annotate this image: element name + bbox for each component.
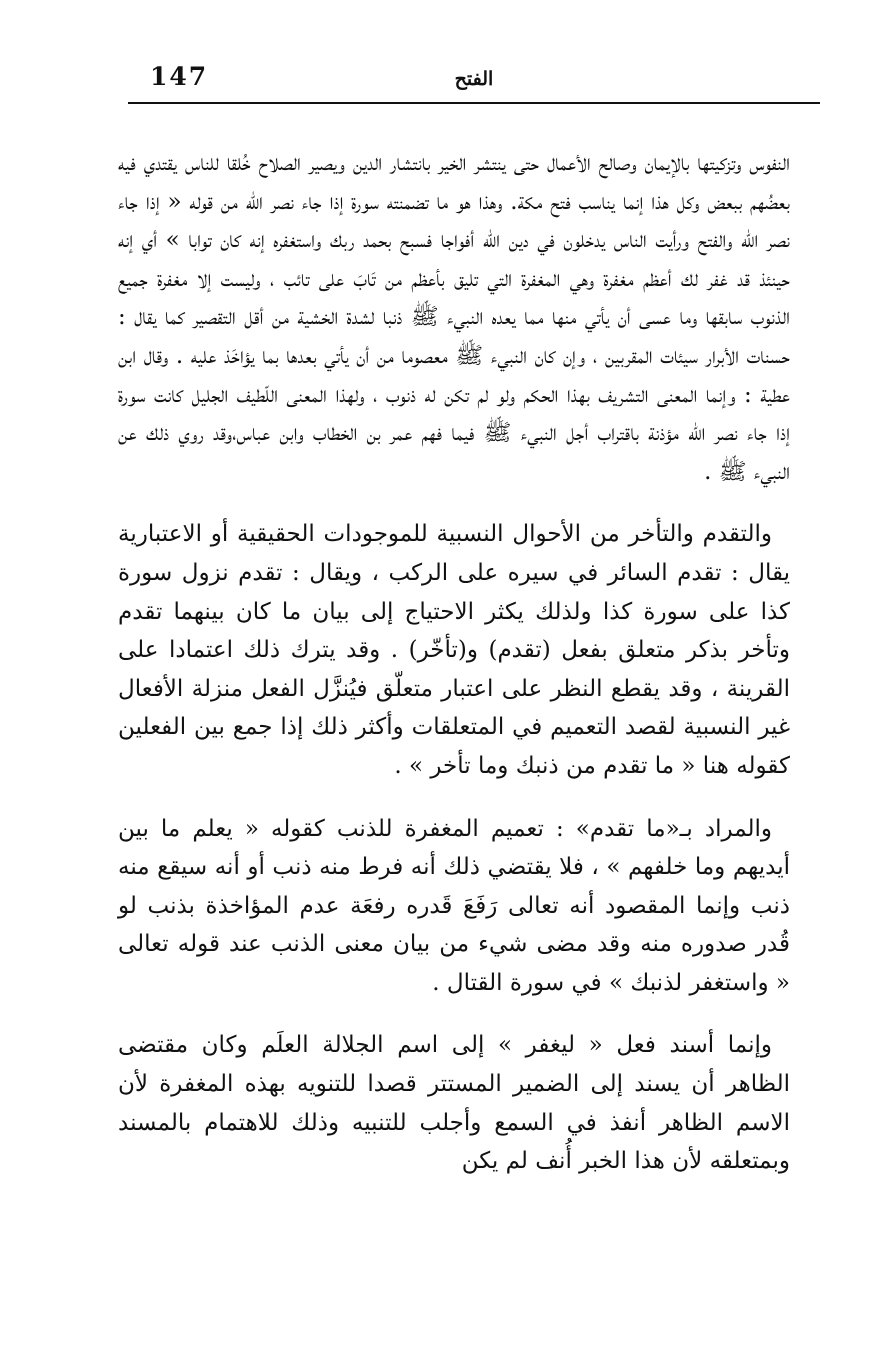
page-body bbox=[118, 144, 790, 1181]
paragraph-1: النفوس وتزكيتها بالإيمان وصالح الأعمال حتى ينتشر الخير بانتشار الدين ويصير الصلاح خُلقا للناس يقتدي فيه بعضُهم ببعض وكل هذا إنما يناسب فتح مكة. وهذا هو ما تضمنته سورة إذا جاء نصر الله من قوله « إذا جاء نصر الله والفتح ورأيت الناس يدخلون في دين الله أفواجا فسبح بحمد ربك واستغفره إنه كان توابا » أي إنه حينئذ قد غفر لك أعظم مغفرة وهي المغفرة التي تليق بأعظم من تَابَ على تائب ، وليست إلا مغفرة جميع الذنوب سابقها وما عسى أن يأتي منها مما يعده النبيء ﷺ ذنبا لشدة الخشية من أقل التقصير كما يقال : حسنات الأبرار سيئات المقربين ، وإن كان النبيء ﷺ معصوما من أن يأتي بعدها بما يؤاخَذ عليه . وقال ابن عطية : وإنما المعنى التشريف بهذا الحكم ولو لم تكن له ذنوب ، ولهذا المعنى اللّطيف الجليل كانت سورة إذا جاء نصر الله مؤذنة باقتراب أجل النبيء ﷺ فيما فهم عمر بن الخطاب وابن عباس،وقد روي ذلك عن النبيء ﷺ . bbox=[118, 150, 790, 485]
page-header bbox=[128, 58, 820, 102]
paragraph-2: والتقدم والتأخر من الأحوال النسبية للموجودات الحقيقية أو الاعتبارية يقال : تقدم السائر في سيره على الركب ، ويقال : تقدم نزول سورة كذا على سورة كذا ولذلك يكثر الاحتياج إلى بيان ما كان بينهما تقدم وتأخر بذكر متعلق بفعل (تقدم) و(تأخّر) . وقد يترك ذلك اعتمادا على القرينة ، وقد يقطع النظر على اعتبار متعلّق فيُنزَّل الفعل منزلة الأفعال غير النسبية لقصد التعميم في المتعلقات وأكثر ذلك إذا جمع بين الفعلين كقوله هنا « ما تقدم من ذنبك وما تأخر » . bbox=[118, 521, 790, 779]
page-number: 147 bbox=[150, 62, 209, 91]
paragraph-3: والمراد بـ«ما تقدم» : تعميم المغفرة للذنب كقوله « يعلم ما بين أيديهم وما خلفهم » ، فلا يقتضي ذلك أنه فرط منه ذنب أو أنه سيقع منه ذنب وإنما المقصود أنه تعالى رَفَعَ قَدره رفعَة عدم المؤاخذة بذنب لو قُدر صدوره منه وقد مضى شيء من بيان معنى الذنب عند قوله تعالى « واستغفر لذنبك » في سورة القتال . bbox=[118, 815, 790, 996]
header-rule bbox=[128, 102, 820, 104]
running-title: الفتح bbox=[454, 68, 494, 90]
paragraph-4: وإنما أسند فعل « ليغفر » إلى اسم الجلالة العلَم وكان مقتضى الظاهر أن يسند إلى الضمير المستتر قصدا للتنويه بهذه المغفرة لأن الاسم الظاهر أنفذ في السمع وأجلب للتنبيه وذلك للاهتمام بالمسند وبمتعلقه لأن هذا الخبر أُنف لم يكن bbox=[118, 1032, 790, 1175]
